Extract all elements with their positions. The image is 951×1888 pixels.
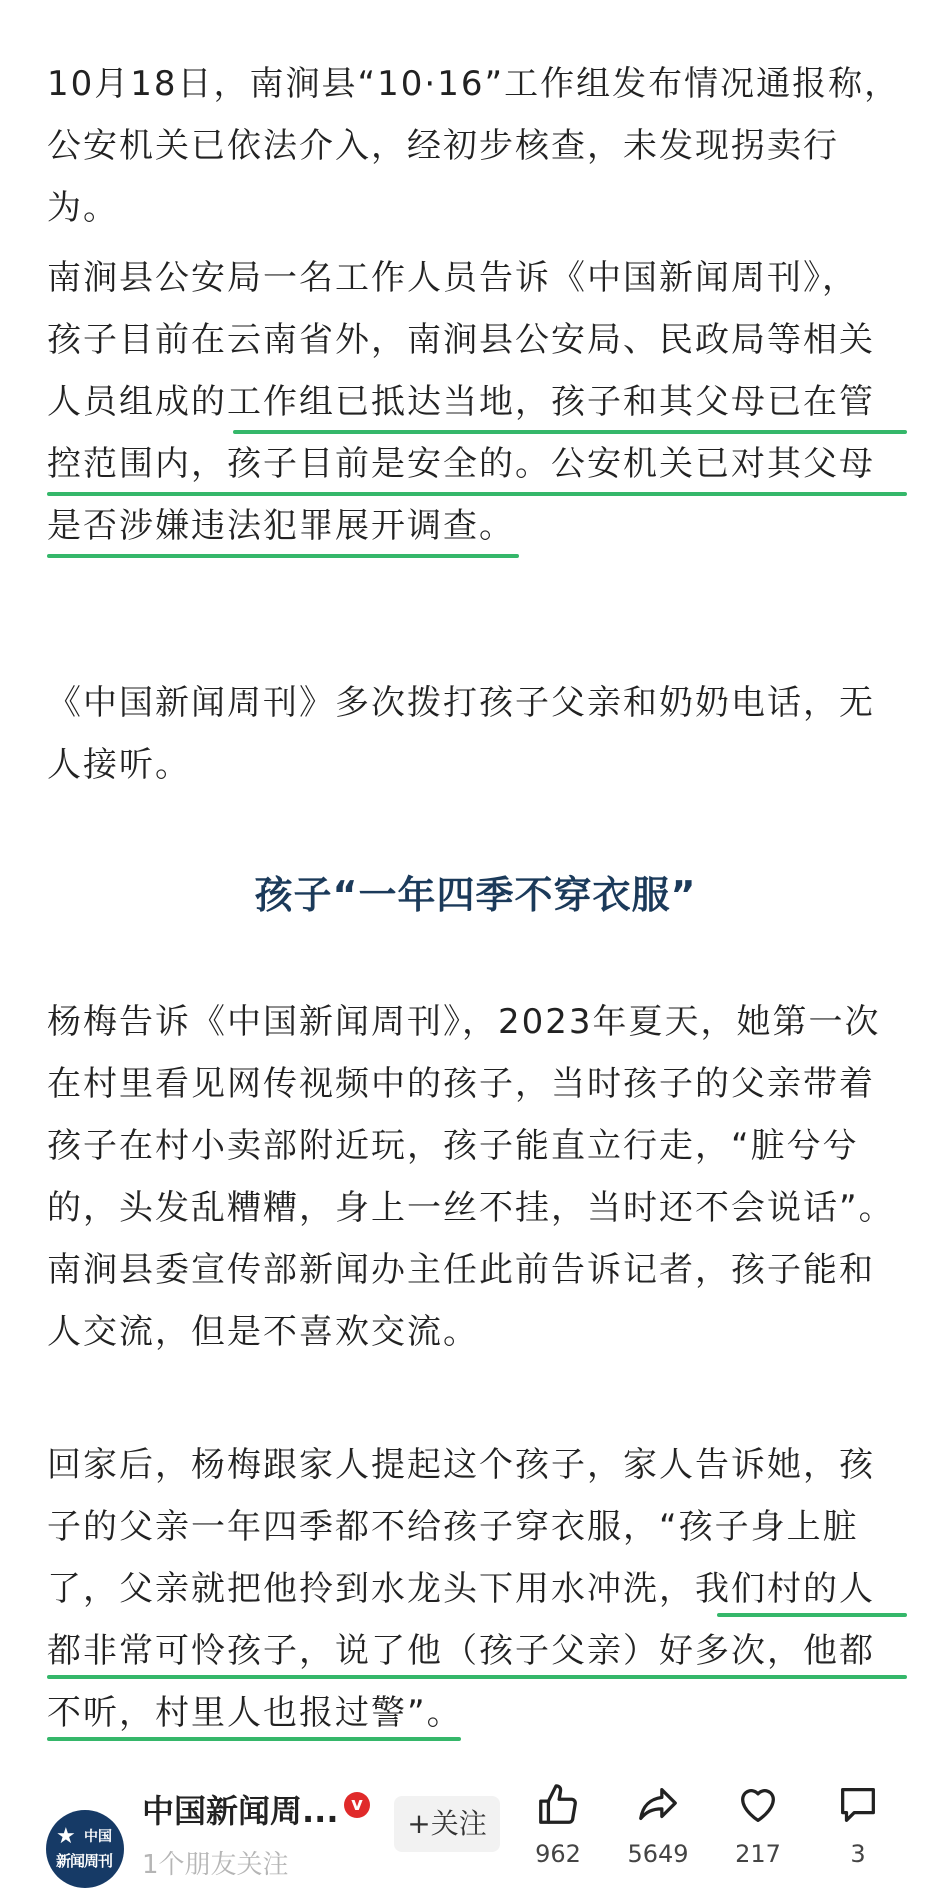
text-line: 回家后，杨梅跟家人提起这个孩子，家人告诉她，孩 [47,1445,875,1485]
favorite-count: 217 [735,1840,781,1868]
bottom-action-bar [0,1776,951,1880]
text-line: 南涧县公安局一名工作人员告诉《中国新闻周刊》， [47,258,858,298]
comment-count: 3 [850,1840,866,1868]
text-line: 在村里看见网传视频中的孩子，当时孩子的父亲带着 [47,1064,875,1104]
text-line: 了，父亲就把他拎到水龙头下用水冲洗，我们村的人 [47,1569,875,1609]
text-line: 都非常可怜孩子，说了他（孩子父亲）好多次，他都 [47,1631,875,1671]
comment-button[interactable] [813,1782,903,1868]
like-button[interactable] [513,1782,603,1868]
avatar-text: 中国 [84,1829,112,1845]
text-line: 《中国新闻周刊》多次拨打孩子父亲和奶奶电话，无 [47,683,875,723]
friends-following: 1个朋友关注 [142,1850,289,1880]
text-line: 公安机关已依法介入，经初步核查，未发现拐卖行 [47,126,839,166]
comment-icon [835,1782,881,1828]
star-logo-icon: ★ [56,1824,76,1849]
account-name[interactable]: 中国新闻周... [142,1792,339,1830]
section-heading: 孩子“一年四季不穿衣服” [254,873,697,917]
text-line: 控范围内，孩子目前是安全的。公安机关已对其父母 [47,444,875,484]
highlight-underline [717,1613,907,1617]
text-line: 为。 [47,188,119,228]
text-line: 孩子目前在云南省外，南涧县公安局、民政局等相关 [47,320,875,360]
text-line: 人交流，但是不喜欢交流。 [47,1312,479,1352]
text-line: 南涧县委宣传部新闻办主任此前告诉记者，孩子能和 [47,1250,875,1290]
text-line: 10月18日，南涧县“10·16”工作组发布情况通报称， [47,64,901,104]
heart-icon [735,1782,781,1828]
text-line: 杨梅告诉《中国新闻周刊》，2023年夏天，她第一次 [47,1002,881,1042]
text-line: 孩子在村小卖部附近玩，孩子能直立行走，“脏兮兮 [47,1126,859,1166]
text-line: 不听，村里人也报过警”。 [47,1693,463,1733]
share-count: 5649 [627,1840,689,1868]
highlight-underline [47,492,907,496]
favorite-button[interactable] [713,1782,803,1868]
highlight-underline [47,1675,907,1679]
like-count: 962 [535,1840,581,1868]
text-line: 子的父亲一年四季都不给孩子穿衣服，“孩子身上脏 [47,1507,859,1547]
follow-button[interactable]: +关注 [394,1796,500,1852]
verified-badge: v [344,1792,370,1818]
share-button[interactable] [613,1782,703,1868]
account-avatar[interactable] [46,1810,124,1888]
thumbs-up-icon [535,1782,581,1828]
highlight-underline [47,1737,461,1741]
text-line: 人接听。 [47,745,191,785]
highlight-underline [233,430,907,434]
text-line: 人员组成的工作组已抵达当地，孩子和其父母已在管 [47,382,875,422]
text-line: 的，头发乱糟糟，身上一丝不挂，当时还不会说话”。 [47,1188,895,1228]
avatar-text: 新闻周刊 [56,1852,113,1870]
highlight-underline [47,554,519,558]
share-icon [635,1782,681,1828]
text-line: 是否涉嫌违法犯罪展开调查。 [47,506,515,546]
